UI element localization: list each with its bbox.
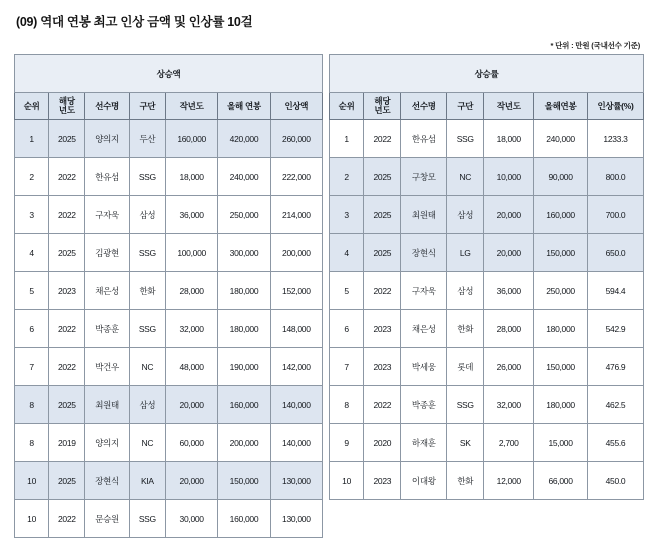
table-row xyxy=(330,386,644,424)
cell-year: 2025 xyxy=(364,234,401,272)
cell-prev: 20,000 xyxy=(165,386,217,424)
cell-current: 300,000 xyxy=(218,234,270,272)
cell-prev: 32,000 xyxy=(165,310,217,348)
cell-rank: 1 xyxy=(330,120,364,158)
cell-player: 구자욱 xyxy=(85,196,129,234)
cell-prev: 160,000 xyxy=(165,120,217,158)
cell-year: 2022 xyxy=(364,120,401,158)
cell-prev: 18,000 xyxy=(484,120,534,158)
col-player: 선수명 xyxy=(401,93,447,120)
table-row xyxy=(15,348,323,386)
cell-rank: 8 xyxy=(330,386,364,424)
cell-current: 180,000 xyxy=(218,310,270,348)
cell-year: 2023 xyxy=(364,462,401,500)
cell-rank: 9 xyxy=(330,424,364,462)
table-rise-rate xyxy=(329,54,644,500)
cell-year: 2025 xyxy=(49,120,85,158)
cell-rank: 10 xyxy=(15,500,49,538)
cell-team: 한화 xyxy=(447,462,484,500)
table-row xyxy=(330,310,644,348)
cell-prev: 26,000 xyxy=(484,348,534,386)
cell-team: KIA xyxy=(129,462,165,500)
col-year-line2: 년도 xyxy=(58,105,75,115)
table-row xyxy=(15,234,323,272)
cell-value: 222,000 xyxy=(270,158,322,196)
table-body-rise-amount xyxy=(15,120,323,538)
cell-current: 66,000 xyxy=(534,462,588,500)
cell-year: 2022 xyxy=(364,386,401,424)
cell-player: 구창모 xyxy=(401,158,447,196)
cell-player: 박세웅 xyxy=(401,348,447,386)
cell-value: 152,000 xyxy=(270,272,322,310)
cell-year: 2025 xyxy=(364,196,401,234)
table-column-headers xyxy=(15,93,323,120)
cell-player: 채은성 xyxy=(85,272,129,310)
cell-player: 양의지 xyxy=(85,120,129,158)
cell-team: LG xyxy=(447,234,484,272)
cell-year: 2025 xyxy=(49,234,85,272)
cell-player: 이대왕 xyxy=(401,462,447,500)
col-year-line2: 년도 xyxy=(374,105,391,115)
cell-player: 문승원 xyxy=(85,500,129,538)
table-row xyxy=(330,462,644,500)
col-team: 구단 xyxy=(129,93,165,120)
col-value: 인상률(%) xyxy=(587,93,643,120)
table-row xyxy=(330,158,644,196)
cell-year: 2022 xyxy=(49,310,85,348)
cell-player: 한유섬 xyxy=(85,158,129,196)
cell-prev: 10,000 xyxy=(484,158,534,196)
cell-current: 150,000 xyxy=(534,348,588,386)
cell-current: 180,000 xyxy=(218,272,270,310)
cell-value: 476.9 xyxy=(587,348,643,386)
cell-value: 140,000 xyxy=(270,386,322,424)
cell-player: 구자욱 xyxy=(401,272,447,310)
col-prev-salary: 작년도 xyxy=(165,93,217,120)
cell-team: SSG xyxy=(129,500,165,538)
cell-value: 142,000 xyxy=(270,348,322,386)
cell-team: NC xyxy=(129,424,165,462)
cell-year: 2023 xyxy=(49,272,85,310)
cell-prev: 28,000 xyxy=(484,310,534,348)
cell-player: 한유섬 xyxy=(401,120,447,158)
cell-current: 190,000 xyxy=(218,348,270,386)
cell-rank: 2 xyxy=(15,158,49,196)
cell-player: 최원태 xyxy=(401,196,447,234)
col-value: 인상액 xyxy=(270,93,322,120)
col-prev-salary: 작년도 xyxy=(484,93,534,120)
cell-year: 2025 xyxy=(364,158,401,196)
cell-value: 462.5 xyxy=(587,386,643,424)
cell-value: 148,000 xyxy=(270,310,322,348)
cell-player: 박건우 xyxy=(85,348,129,386)
cell-current: 15,000 xyxy=(534,424,588,462)
cell-prev: 20,000 xyxy=(484,196,534,234)
cell-prev: 36,000 xyxy=(484,272,534,310)
col-current-salary: 올해연봉 xyxy=(534,93,588,120)
cell-player: 최원태 xyxy=(85,386,129,424)
cell-value: 214,000 xyxy=(270,196,322,234)
cell-player: 장현식 xyxy=(401,234,447,272)
cell-rank: 3 xyxy=(330,196,364,234)
col-rank: 순위 xyxy=(15,93,49,120)
table-row xyxy=(15,462,323,500)
cell-current: 240,000 xyxy=(534,120,588,158)
col-year-line1: 해당 xyxy=(58,96,75,107)
cell-year: 2022 xyxy=(49,348,85,386)
cell-player: 장현식 xyxy=(85,462,129,500)
table-row xyxy=(15,158,323,196)
table-body-rise-rate xyxy=(330,120,644,500)
cell-value: 455.6 xyxy=(587,424,643,462)
table-row xyxy=(330,234,644,272)
cell-prev: 60,000 xyxy=(165,424,217,462)
cell-player: 박종훈 xyxy=(85,310,129,348)
page-title: (09) 역대 연봉 최고 인상 금액 및 인상률 10걸 xyxy=(16,15,253,29)
cell-year: 2022 xyxy=(49,158,85,196)
cell-current: 150,000 xyxy=(218,462,270,500)
cell-year: 2023 xyxy=(364,310,401,348)
col-year xyxy=(364,93,401,120)
cell-rank: 5 xyxy=(330,272,364,310)
table-row xyxy=(330,120,644,158)
cell-rank: 8 xyxy=(15,424,49,462)
cell-current: 420,000 xyxy=(218,120,270,158)
col-rank: 순위 xyxy=(330,93,364,120)
cell-current: 250,000 xyxy=(218,196,270,234)
cell-current: 160,000 xyxy=(218,500,270,538)
cell-team: SSG xyxy=(129,158,165,196)
table-row xyxy=(330,424,644,462)
cell-team: 삼성 xyxy=(447,196,484,234)
tables-container xyxy=(14,54,644,538)
cell-current: 150,000 xyxy=(534,234,588,272)
cell-team: NC xyxy=(447,158,484,196)
cell-value: 594.4 xyxy=(587,272,643,310)
cell-team: 삼성 xyxy=(447,272,484,310)
cell-rank: 7 xyxy=(15,348,49,386)
cell-rank: 6 xyxy=(15,310,49,348)
cell-player: 박종훈 xyxy=(401,386,447,424)
cell-year: 2020 xyxy=(364,424,401,462)
cell-team: 롯데 xyxy=(447,348,484,386)
cell-year: 2025 xyxy=(49,462,85,500)
cell-prev: 12,000 xyxy=(484,462,534,500)
cell-team: 삼성 xyxy=(129,196,165,234)
cell-rank: 1 xyxy=(15,120,49,158)
table-row xyxy=(15,500,323,538)
cell-value: 800.0 xyxy=(587,158,643,196)
cell-player: 하재훈 xyxy=(401,424,447,462)
cell-player: 김광현 xyxy=(85,234,129,272)
cell-rank: 4 xyxy=(15,234,49,272)
col-team: 구단 xyxy=(447,93,484,120)
cell-player: 양의지 xyxy=(85,424,129,462)
cell-value: 200,000 xyxy=(270,234,322,272)
table-row xyxy=(15,424,323,462)
cell-year: 2022 xyxy=(49,196,85,234)
cell-prev: 48,000 xyxy=(165,348,217,386)
cell-year: 2022 xyxy=(364,272,401,310)
col-year xyxy=(49,93,85,120)
cell-team: SSG xyxy=(447,386,484,424)
cell-value: 260,000 xyxy=(270,120,322,158)
cell-prev: 36,000 xyxy=(165,196,217,234)
col-year-line1: 해당 xyxy=(374,96,391,107)
table-row xyxy=(15,196,323,234)
cell-value: 450.0 xyxy=(587,462,643,500)
col-current-salary: 올해 연봉 xyxy=(218,93,270,120)
cell-team: 한화 xyxy=(129,272,165,310)
cell-value: 140,000 xyxy=(270,424,322,462)
cell-value: 650.0 xyxy=(587,234,643,272)
table-column-headers xyxy=(330,93,644,120)
cell-current: 240,000 xyxy=(218,158,270,196)
cell-team: SK xyxy=(447,424,484,462)
table-row xyxy=(330,348,644,386)
cell-current: 160,000 xyxy=(534,196,588,234)
cell-current: 160,000 xyxy=(218,386,270,424)
cell-value: 1233.3 xyxy=(587,120,643,158)
cell-rank: 7 xyxy=(330,348,364,386)
cell-year: 2025 xyxy=(49,386,85,424)
cell-rank: 6 xyxy=(330,310,364,348)
cell-value: 130,000 xyxy=(270,462,322,500)
cell-prev: 100,000 xyxy=(165,234,217,272)
col-player: 선수명 xyxy=(85,93,129,120)
table-group-header: 상승액 xyxy=(15,55,323,93)
cell-team: SSG xyxy=(129,310,165,348)
cell-value: 700.0 xyxy=(587,196,643,234)
table-group-header: 상승률 xyxy=(330,55,644,93)
cell-prev: 32,000 xyxy=(484,386,534,424)
cell-prev: 28,000 xyxy=(165,272,217,310)
table-row xyxy=(15,272,323,310)
cell-current: 180,000 xyxy=(534,310,588,348)
cell-current: 250,000 xyxy=(534,272,588,310)
cell-current: 90,000 xyxy=(534,158,588,196)
cell-year: 2022 xyxy=(49,500,85,538)
table-row xyxy=(330,272,644,310)
cell-rank: 10 xyxy=(15,462,49,500)
cell-rank: 4 xyxy=(330,234,364,272)
cell-player: 채은성 xyxy=(401,310,447,348)
cell-prev: 18,000 xyxy=(165,158,217,196)
cell-team: NC xyxy=(129,348,165,386)
cell-rank: 3 xyxy=(15,196,49,234)
cell-team: SSG xyxy=(129,234,165,272)
table-row xyxy=(15,120,323,158)
table-row xyxy=(15,386,323,424)
cell-current: 180,000 xyxy=(534,386,588,424)
cell-rank: 5 xyxy=(15,272,49,310)
cell-current: 200,000 xyxy=(218,424,270,462)
cell-rank: 2 xyxy=(330,158,364,196)
cell-team: 삼성 xyxy=(129,386,165,424)
cell-rank: 10 xyxy=(330,462,364,500)
cell-value: 542.9 xyxy=(587,310,643,348)
cell-team: 두산 xyxy=(129,120,165,158)
cell-year: 2023 xyxy=(364,348,401,386)
cell-year: 2019 xyxy=(49,424,85,462)
cell-rank: 8 xyxy=(15,386,49,424)
table-row xyxy=(15,310,323,348)
unit-note: * 단위 : 만원 (국내선수 기준) xyxy=(550,41,640,50)
table-row xyxy=(330,196,644,234)
cell-prev: 30,000 xyxy=(165,500,217,538)
table-rise-amount xyxy=(14,54,323,538)
cell-value: 130,000 xyxy=(270,500,322,538)
cell-team: 한화 xyxy=(447,310,484,348)
cell-prev: 2,700 xyxy=(484,424,534,462)
cell-prev: 20,000 xyxy=(165,462,217,500)
cell-prev: 20,000 xyxy=(484,234,534,272)
cell-team: SSG xyxy=(447,120,484,158)
